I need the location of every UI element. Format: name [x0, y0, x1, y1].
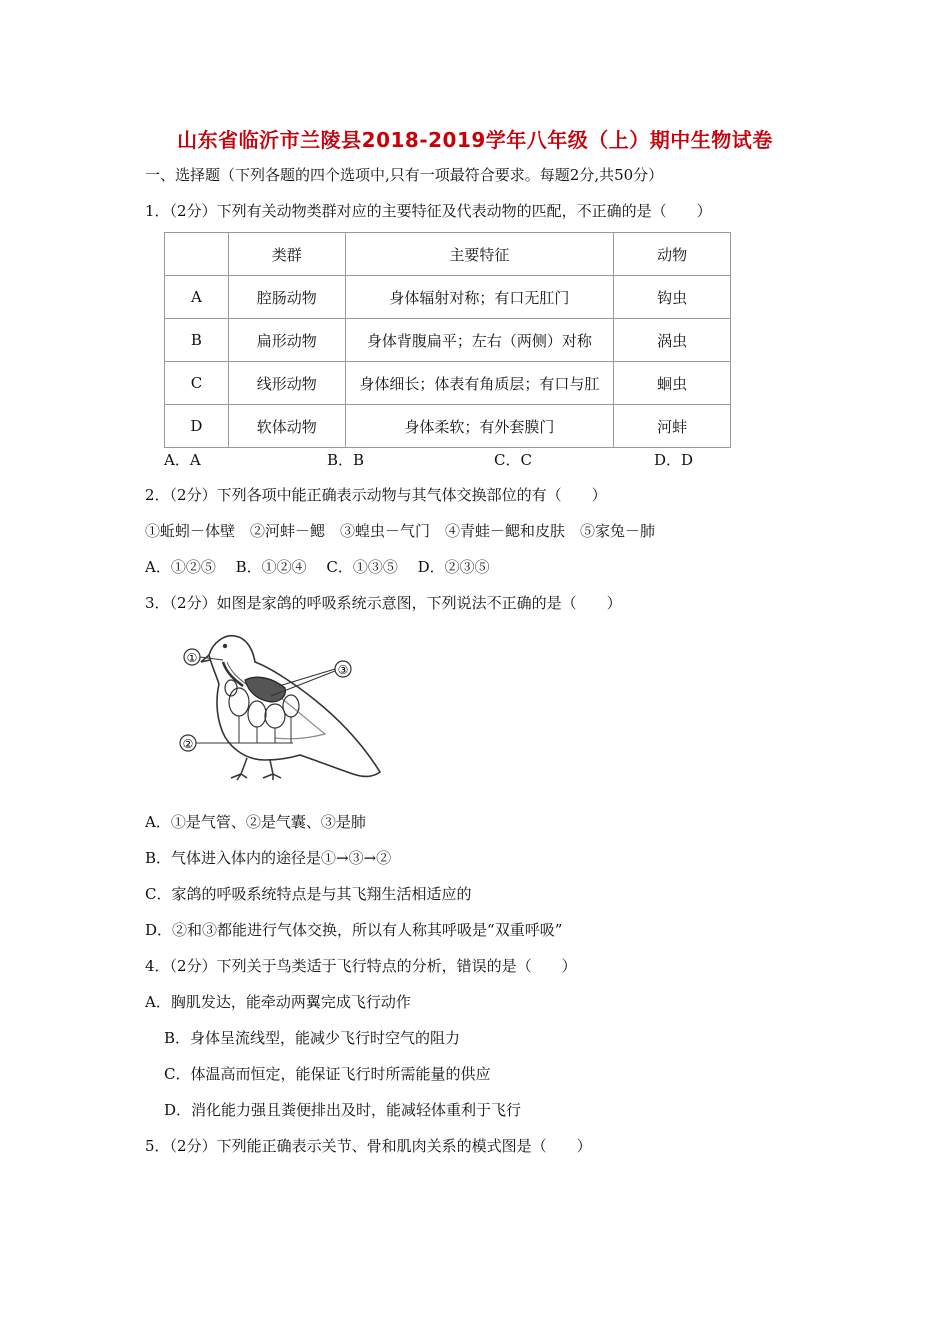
table-header-cell: 主要特征	[345, 233, 614, 276]
table-cell: 河蚌	[614, 405, 731, 448]
page-title: 山东省临沂市兰陵县2018-2019学年八年级（上）期中生物试卷	[177, 128, 773, 152]
q3-option-c[interactable]: C．家鸽的呼吸系统特点是与其飞翔生活相适应的	[145, 885, 472, 903]
q4-option-a[interactable]: A．胸肌发达，能牵动两翼完成飞行动作	[145, 993, 411, 1011]
table-cell: C	[165, 362, 229, 405]
q2-options[interactable]: A．①②⑤ B．①②④ C．①③⑤ D．②③⑤	[145, 558, 490, 576]
table-row	[165, 319, 731, 362]
table-cell: 身体柔软；有外套膜门	[345, 405, 614, 448]
table-header-cell: 动物	[614, 233, 731, 276]
q3-option-b[interactable]: B．气体进入体内的途径是①→③→②	[145, 849, 392, 867]
table-header-row	[165, 233, 731, 276]
table-cell: 线形动物	[228, 362, 345, 405]
table-cell: 腔肠动物	[228, 276, 345, 319]
q5-stem: 5．（2分）下列能正确表示关节、骨和肌肉关系的模式图是（ ）	[145, 1137, 592, 1155]
q2-items: ①蚯蚓－体壁 ②河蚌－鳃 ③蝗虫－气门 ④青蛙－鳃和皮肤 ⑤家兔－肺	[145, 522, 656, 540]
q1-table	[164, 232, 731, 448]
q3-option-a[interactable]: A．①是气管、②是气囊、③是肺	[145, 813, 366, 831]
table-cell: A	[165, 276, 229, 319]
table-row	[165, 276, 731, 319]
q3-option-d[interactable]: D．②和③都能进行气体交换，所以有人称其呼吸是“双重呼吸”	[145, 921, 563, 939]
table-cell: 身体细长；体表有角质层；有口与肛	[345, 362, 614, 405]
table-cell: 涡虫	[614, 319, 731, 362]
label-2: ②	[182, 737, 194, 751]
q1-option-b[interactable]: B．B	[327, 451, 365, 469]
table-cell: 身体背腹扁平；左右（两侧）对称	[345, 319, 614, 362]
q4-option-c[interactable]: C．体温高而恒定，能保证飞行时所需能量的供应	[164, 1065, 491, 1083]
q2-stem: 2．（2分）下列各项中能正确表示动物与其气体交换部位的有（ ）	[145, 486, 607, 504]
table-cell: 蛔虫	[614, 362, 731, 405]
table-row	[165, 405, 731, 448]
q4-option-d[interactable]: D．消化能力强且粪便排出及时，能减轻体重利于飞行	[164, 1101, 522, 1119]
table-cell: D	[165, 405, 229, 448]
q4-stem: 4．（2分）下列关于鸟类适于飞行特点的分析，错误的是（ ）	[145, 957, 577, 975]
label-3: ③	[337, 663, 349, 677]
table-cell: 身体辐射对称；有口无肛门	[345, 276, 614, 319]
q4-option-b[interactable]: B．身体呈流线型，能减少飞行时空气的阻力	[164, 1029, 461, 1047]
q1-option-d[interactable]: D．D	[654, 451, 694, 469]
pigeon-respiratory-diagram	[175, 622, 390, 812]
q1-option-c[interactable]: C．C	[494, 451, 532, 469]
table-header-cell	[165, 233, 229, 276]
table-row	[165, 362, 731, 405]
section-heading: 一、选择题（下列各题的四个选项中,只有一项最符合要求。每题2分,共50分）	[145, 166, 664, 184]
table-cell: 扁形动物	[228, 319, 345, 362]
q1-stem: 1．（2分）下列有关动物类群对应的主要特征及代表动物的匹配，不正确的是（ ）	[145, 202, 712, 220]
table-header-cell: 类群	[228, 233, 345, 276]
table-cell: B	[165, 319, 229, 362]
table-cell: 软体动物	[228, 405, 345, 448]
q1-option-a[interactable]: A．A	[164, 451, 201, 469]
table-cell: 钩虫	[614, 276, 731, 319]
label-1: ①	[186, 651, 198, 665]
q3-stem: 3．（2分）如图是家鸽的呼吸系统示意图，下列说法不正确的是（ ）	[145, 594, 622, 612]
